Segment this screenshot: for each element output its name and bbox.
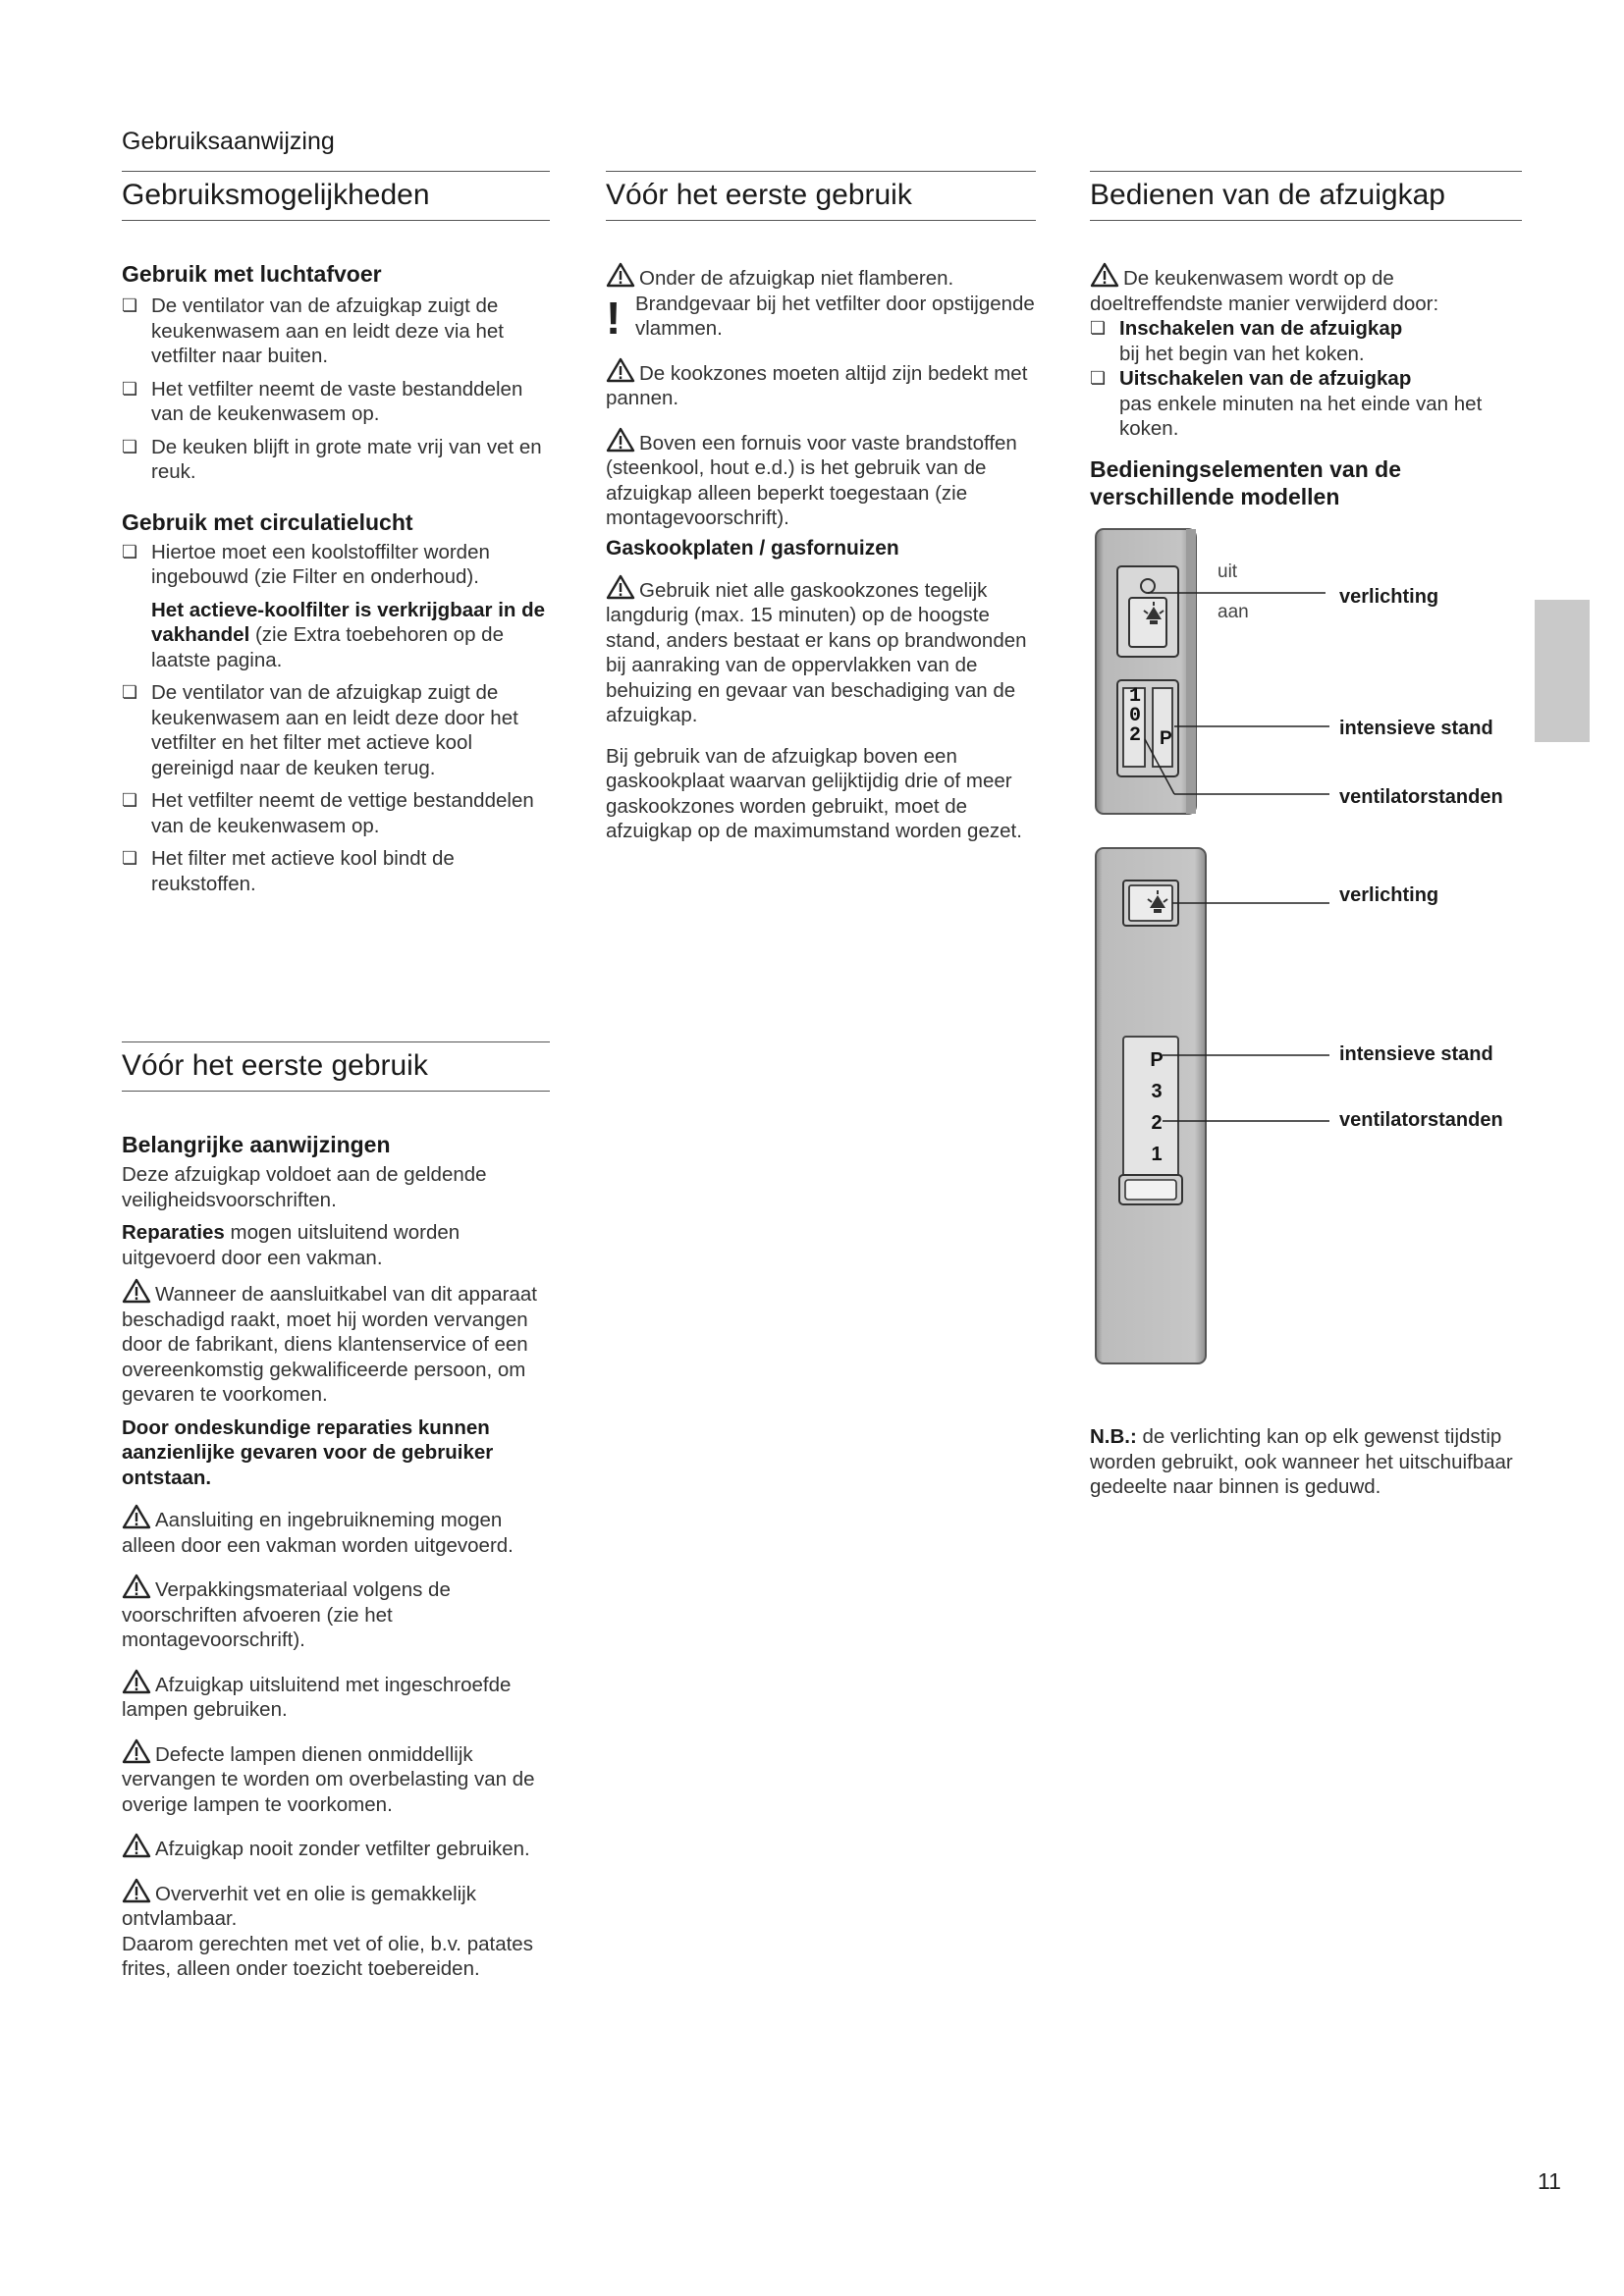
subheading-recirculation: Gebruik met circulatielucht [122,508,413,535]
fan-speed-slider[interactable]: P 3 2 1 [1150,1049,1164,1165]
warning-triangle-icon [606,357,635,383]
fan-speed-switch[interactable]: 1 0 2 [1128,685,1141,747]
list-item: ❏ De keuken blijft in grote mate vrij van vet en reuk. [122,435,542,483]
warning-paragraph: De kookzones moeten altijd zijn bedekt met pannen. [606,357,1036,411]
label-on: aan [1218,602,1249,622]
subheading-exhaust: Gebruik met luchtafvoer [122,261,382,287]
subheading-important: Belangrijke aanwijzingen [122,1132,391,1157]
warning-triangle-icon [606,574,635,600]
warning-paragraph: Afzuigkap nooit zonder vetfilter gebruiken. [122,1833,550,1862]
label-lighting-1: verlichting [1339,586,1439,608]
list-item: ❏ Het filter met actieve kool bindt de reukstoffen. [122,847,455,895]
list-item: ❏ De ventilator van de afzuigkap zuigt de keukenwasem aan en leidt deze via het vetfilter naar buiten. [122,294,504,367]
label-lighting-2: verlichting [1339,884,1439,906]
warning-triangle-icon [122,1878,151,1903]
warning-triangle-icon [122,1669,151,1694]
section-heading-usage: Gebruiksmogelijkheden [122,171,550,221]
label-intensive-1: intensieve stand [1339,718,1493,739]
column-2 [606,171,1036,844]
warning-paragraph: Gebruik niet alle gaskookzones tegelijk langdurig (max. 15 minuten) op de hoogste stand, anders bestaat er kans op brandwonden bij aanraking van de oppervlakken van de behuizing en gevaar van beschadiging van de afzuigkap. [606,574,1036,728]
label-fan-speeds-2: ventilatorstanden [1339,1109,1503,1131]
availability-note: Het actieve-koolfilter is verkrijgbaar in de vakhandel (zie Extra toebehoren op de laatste pagina. [151,598,546,671]
lamp-icon[interactable] [1145,889,1170,917]
list-item: ❏ Hiertoe moet een koolstoffilter worden ingebouwd (zie Filter en onderhoud). [122,540,490,588]
warning-triangle-icon [122,1833,151,1858]
section-heading-operation: Bedienen van de afzuigkap [1090,171,1522,221]
column-1-bottom [122,1041,550,1982]
paragraph: Daarom gerechten met vet of olie, b.v. patates frites, alleen onder toezicht toebereiden. [122,1932,533,1980]
label-intensive-2: intensieve stand [1339,1043,1493,1065]
warning-paragraph: Boven een fornuis voor vaste brandstoffen (steenkool, hout e.d.) is het gebruik van de afzuigkap alleen beperkt toegestaan (zie montagevoorschrift). [606,427,1036,531]
subheading-controls: Bedieningselementen van de verschillende modellen [1090,455,1401,509]
fire-hazard-note: ! Brandgevaar bij het vetfilter door opstijgende vlammen. [606,292,1035,344]
label-off: uit [1218,561,1238,582]
warning-triangle-icon [122,1278,151,1304]
label-fan-speeds-1: ventilatorstanden [1339,786,1503,808]
intensive-key[interactable]: P [1160,728,1172,749]
warning-triangle-icon [122,1738,151,1764]
list-item: ❏ Inschakelen van de afzuigkap bij het begin van het koken. [1090,317,1403,365]
list-item: ❏ Het vetfilter neemt de vaste bestanddelen van de keukenwasem op. [122,377,523,425]
side-tab-marker [1535,600,1590,742]
warning-paragraph: Oververhit vet en olie is gemakkelijk ontvlambaar. [122,1878,550,1932]
section-heading-before-first-use: Vóór het eerste gebruik [122,1041,550,1092]
warning-paragraph: Afzuigkap uitsluitend met ingeschroefde lampen gebruiken. [122,1669,550,1723]
warning-triangle-icon [606,427,635,453]
warning-paragraph: Onder de afzuigkap niet flamberen. [606,262,1036,292]
running-header: Gebruiksaanwijzing [122,128,335,155]
warning-triangle-icon [1090,262,1119,288]
section-heading-before-first-use-2: Vóór het eerste gebruik [606,171,1036,221]
list-item: ❏ Uitschakelen van de afzuigkap pas enkele minuten na het einde van het koken. [1090,367,1483,440]
warning-paragraph: De keukenwasem wordt op de doeltreffendste manier verwijderd door: [1090,262,1522,316]
paragraph: Reparaties mogen uitsluitend worden uitgevoerd door een vakman. [122,1221,460,1269]
paragraph: Bij gebruik van de afzuigkap boven een gaskookplaat waarvan gelijktijdig drie of meer gaskookzones worden gebruikt, moet de afzuigkap op de maximumstand worden gezet. [606,744,1022,842]
warning-paragraph: Wanneer de aansluitkabel van dit apparaat beschadigd raakt, moet hij worden vervangen door de fabrikant, diens klantenservice of een overeenkomstig gekwalificeerde persoon, om gevaren te voorkomen. [122,1278,550,1408]
column-1-top [122,171,550,896]
control-panel-1 [1090,525,1522,820]
exclamation-icon: ! [606,292,622,344]
page-number: 11 [1538,2168,1561,2194]
bold-warning: Door ondeskundige reparaties kunnen aanzienlijke gevaren voor de gebruiker ontstaan. [122,1415,494,1489]
warning-triangle-icon [606,262,635,288]
warning-paragraph: Aansluiting en ingebruikneming mogen alleen door een vakman worden uitgevoerd. [122,1504,550,1558]
warning-paragraph: Verpakkingsmateriaal volgens de voorschriften afvoeren (zie het montagevoorschrift). [122,1574,550,1653]
warning-triangle-icon [122,1504,151,1529]
paragraph: Deze afzuigkap voldoet aan de geldende veiligheidsvoorschriften. [122,1163,487,1211]
warning-paragraph: Defecte lampen dienen onmiddellijk vervangen te worden om overbelasting van de overige lampen te voorkomen. [122,1738,550,1818]
warning-triangle-icon [122,1574,151,1599]
subheading-gas: Gaskookplaten / gasfornuizen [606,536,899,560]
note-paragraph: N.B.: de verlichting kan op elk gewenst tijdstip worden gebruikt, ook wanneer het uitschuifbaar gedeelte naar binnen is geduwd. [1090,1425,1513,1498]
list-item: ❏ Het vetfilter neemt de vettige bestanddelen van de keukenwasem op. [122,789,534,837]
column-3 [1090,171,1522,510]
list-item: ❏ De ventilator van de afzuigkap zuigt de keukenwasem aan en leidt deze door het vetfilter en het filter met actieve kool gereinigd naar de keuken terug. [122,681,518,779]
lamp-icon[interactable] [1141,601,1166,628]
